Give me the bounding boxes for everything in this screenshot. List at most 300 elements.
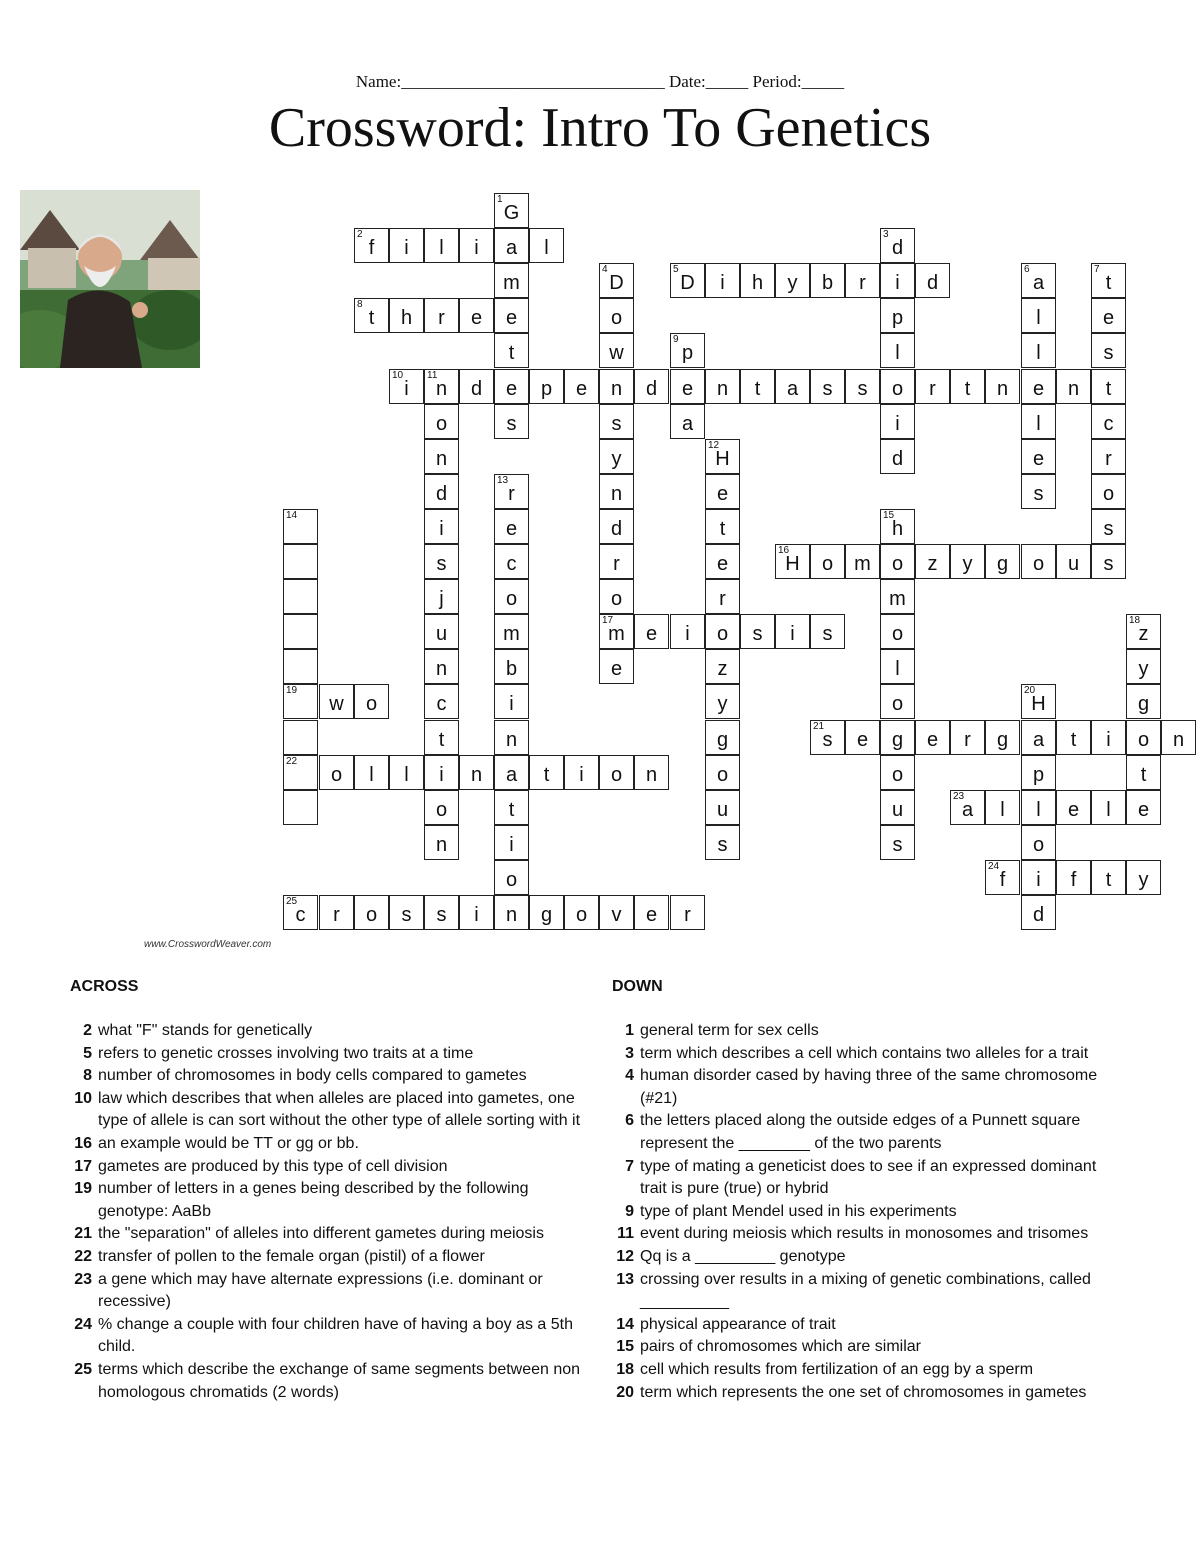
grid-cell[interactable] xyxy=(1021,544,1056,579)
grid-cell[interactable] xyxy=(670,333,705,368)
cell-letter: p xyxy=(681,342,694,364)
grid-cell[interactable] xyxy=(705,263,740,298)
clue-number: 20 xyxy=(1024,685,1036,696)
cell-letter: a xyxy=(961,799,974,821)
cell-letter: o xyxy=(1032,553,1045,575)
grid-cell[interactable] xyxy=(599,404,634,439)
grid-cell[interactable] xyxy=(705,474,740,509)
grid-cell[interactable] xyxy=(599,369,634,404)
grid-cell[interactable] xyxy=(424,649,459,684)
grid-cell[interactable] xyxy=(634,895,669,930)
grid-cell[interactable] xyxy=(1021,860,1056,895)
grid-cell[interactable] xyxy=(845,369,880,404)
grid-cell[interactable] xyxy=(705,790,740,825)
cell-letter: o xyxy=(505,588,518,610)
grid-cell[interactable] xyxy=(599,614,634,649)
grid-cell[interactable] xyxy=(459,755,494,790)
grid-cell[interactable] xyxy=(1091,474,1126,509)
grid-cell[interactable] xyxy=(705,614,740,649)
grid-cell[interactable] xyxy=(775,369,810,404)
grid-cell[interactable] xyxy=(1021,720,1056,755)
grid-cell[interactable] xyxy=(424,404,459,439)
grid-cell[interactable] xyxy=(985,860,1020,895)
cell-letter: r xyxy=(684,904,691,926)
cell-letter: e xyxy=(505,518,518,540)
grid-cell[interactable] xyxy=(424,474,459,509)
grid-cell[interactable] xyxy=(424,755,459,790)
grid-cell[interactable] xyxy=(705,720,740,755)
grid-cell[interactable] xyxy=(424,684,459,719)
grid-cell[interactable] xyxy=(529,895,564,930)
grid-cell[interactable] xyxy=(915,544,950,579)
cell-letter: t xyxy=(508,342,515,364)
cell-letter: e xyxy=(505,307,518,329)
grid-cell[interactable] xyxy=(494,333,529,368)
cell-letter: y xyxy=(1138,658,1149,680)
cell-letter: o xyxy=(891,764,904,786)
grid-cell[interactable] xyxy=(494,684,529,719)
grid-cell[interactable] xyxy=(1021,263,1056,298)
cell-letter: o xyxy=(435,799,448,821)
cell-letter: s xyxy=(401,904,412,926)
grid-cell[interactable] xyxy=(705,579,740,614)
grid-cell[interactable] xyxy=(880,544,915,579)
grid-cell[interactable] xyxy=(599,474,634,509)
cell-letter: t xyxy=(508,799,515,821)
grid-cell[interactable] xyxy=(670,895,705,930)
cell-letter: g xyxy=(996,729,1009,751)
cell-letter: l xyxy=(1000,799,1005,821)
grid-cell[interactable] xyxy=(354,755,389,790)
cell-letter: s xyxy=(611,413,622,435)
grid-cell[interactable] xyxy=(1091,439,1126,474)
grid-cell[interactable] xyxy=(494,193,529,228)
grid-cell[interactable] xyxy=(283,755,318,790)
clue-number: 2 xyxy=(83,1022,92,1039)
grid-cell[interactable] xyxy=(705,684,740,719)
clue-number: 16 xyxy=(74,1134,92,1152)
grid-cell[interactable] xyxy=(529,228,564,263)
grid-cell[interactable] xyxy=(1091,509,1126,544)
clue-text: general term for sex cells xyxy=(640,1022,819,1039)
grid-cell[interactable] xyxy=(1091,263,1126,298)
clue-number: 19 xyxy=(286,685,298,696)
grid-cell[interactable] xyxy=(424,369,459,404)
grid-cell[interactable] xyxy=(880,439,915,474)
grid-cell[interactable] xyxy=(775,263,810,298)
clue-number: 4 xyxy=(602,264,608,275)
grid-cell[interactable] xyxy=(494,474,529,509)
grid-cell[interactable] xyxy=(424,298,459,333)
cell-letter: e xyxy=(470,307,483,329)
grid-cell[interactable] xyxy=(880,825,915,860)
cell-letter: i xyxy=(439,518,444,540)
grid-cell[interactable] xyxy=(424,825,459,860)
clue-text: type of mating a geneticist does to see if an expressed dominant trait is pure (true) or hybrid xyxy=(640,1157,1097,1198)
cell-letter: D xyxy=(680,272,695,294)
cell-letter: l xyxy=(544,237,549,259)
clue-text: type of plant Mendel used in his experiments xyxy=(640,1202,957,1220)
grid-cell[interactable] xyxy=(950,790,985,825)
cell-letter: w xyxy=(329,693,344,715)
grid-cell[interactable] xyxy=(915,369,950,404)
grid-cell[interactable] xyxy=(705,509,740,544)
grid-cell[interactable] xyxy=(845,263,880,298)
grid-cell[interactable] xyxy=(705,544,740,579)
grid-cell[interactable] xyxy=(494,579,529,614)
grid-cell[interactable] xyxy=(283,509,318,544)
down-clue xyxy=(612,1269,1117,1314)
grid-cell[interactable] xyxy=(459,298,494,333)
grid-cell[interactable] xyxy=(810,263,845,298)
grid-cell[interactable] xyxy=(985,790,1020,825)
grid-cell[interactable] xyxy=(985,720,1020,755)
cell-letter: e xyxy=(645,623,658,645)
grid-cell[interactable] xyxy=(354,298,389,333)
clue-number: 10 xyxy=(392,370,404,381)
grid-cell[interactable] xyxy=(1056,369,1091,404)
cell-letter: e xyxy=(926,729,939,751)
cell-letter: g xyxy=(716,729,729,751)
grid-cell[interactable] xyxy=(950,544,985,579)
grid-cell[interactable] xyxy=(880,333,915,368)
grid-cell[interactable] xyxy=(915,720,950,755)
grid-cell[interactable] xyxy=(1091,369,1126,404)
grid-cell[interactable] xyxy=(1161,720,1196,755)
grid-cell[interactable] xyxy=(283,684,318,719)
grid-cell[interactable] xyxy=(1056,860,1091,895)
cell-letter: e xyxy=(1067,799,1080,821)
grid-cell[interactable] xyxy=(529,369,564,404)
grid-cell[interactable] xyxy=(494,509,529,544)
grid-cell[interactable] xyxy=(389,755,424,790)
cell-letter: e xyxy=(505,378,518,400)
grid-cell[interactable] xyxy=(283,895,318,930)
clue-number: 6 xyxy=(625,1112,634,1130)
grid-cell[interactable] xyxy=(319,895,354,930)
cell-letter: i xyxy=(474,237,479,259)
grid-cell[interactable] xyxy=(459,895,494,930)
cell-letter: r xyxy=(719,588,726,610)
clue-text: number of chromosomes in body cells compared to gametes xyxy=(98,1067,527,1085)
grid-cell[interactable] xyxy=(1056,720,1091,755)
grid-cell[interactable] xyxy=(494,298,529,333)
grid-cell[interactable] xyxy=(1091,404,1126,439)
grid-cell[interactable] xyxy=(880,509,915,544)
grid-cell[interactable] xyxy=(845,720,880,755)
down-clue xyxy=(612,1020,1117,1043)
grid-cell[interactable] xyxy=(775,544,810,579)
cell-letter: u xyxy=(435,623,448,645)
grid-cell[interactable] xyxy=(915,263,950,298)
grid-cell[interactable] xyxy=(1056,544,1091,579)
grid-cell[interactable] xyxy=(880,404,915,439)
grid-cell[interactable] xyxy=(424,509,459,544)
grid-cell[interactable] xyxy=(810,720,845,755)
grid-cell[interactable] xyxy=(459,228,494,263)
grid-cell[interactable] xyxy=(599,298,634,333)
grid-cell[interactable] xyxy=(494,860,529,895)
clue-text: pairs of chromosomes which are similar xyxy=(640,1338,921,1356)
grid-cell[interactable] xyxy=(599,263,634,298)
grid-cell[interactable] xyxy=(389,298,424,333)
cell-letter: c xyxy=(506,553,517,575)
grid-cell[interactable] xyxy=(494,614,529,649)
cell-letter: j xyxy=(439,588,444,610)
grid-cell[interactable] xyxy=(1021,439,1056,474)
clue-text: physical appearance of trait xyxy=(640,1315,836,1333)
grid-cell[interactable] xyxy=(810,614,845,649)
grid-cell[interactable] xyxy=(494,790,529,825)
cell-letter: s xyxy=(857,378,868,400)
clue-number: 14 xyxy=(286,510,298,521)
grid-cell[interactable] xyxy=(1091,298,1126,333)
clue-number: 24 xyxy=(74,1315,92,1333)
grid-cell[interactable] xyxy=(880,369,915,404)
grid-cell[interactable] xyxy=(529,755,564,790)
grid-cell[interactable] xyxy=(283,614,318,649)
down-clue xyxy=(612,1156,1117,1201)
grid-cell[interactable] xyxy=(740,263,775,298)
grid-cell[interactable] xyxy=(389,895,424,930)
cell-letter: c xyxy=(436,693,447,715)
clue-number: 19 xyxy=(74,1180,92,1198)
grid-cell[interactable] xyxy=(634,755,669,790)
grid-cell[interactable] xyxy=(1021,298,1056,333)
cell-letter: m xyxy=(608,623,625,645)
cell-letter: t xyxy=(368,307,375,329)
grid-cell[interactable] xyxy=(1126,614,1161,649)
across-clue xyxy=(70,1156,590,1179)
cell-letter: i xyxy=(895,272,900,294)
clue-number: 25 xyxy=(74,1360,92,1378)
grid-cell[interactable] xyxy=(564,755,599,790)
cell-letter: r xyxy=(929,378,936,400)
grid-cell[interactable] xyxy=(599,509,634,544)
grid-cell[interactable] xyxy=(880,649,915,684)
grid-cell[interactable] xyxy=(985,544,1020,579)
grid-cell[interactable] xyxy=(424,439,459,474)
grid-cell[interactable] xyxy=(985,369,1020,404)
grid-cell[interactable] xyxy=(354,895,389,930)
grid-cell[interactable] xyxy=(1091,860,1126,895)
cell-letter: s xyxy=(1103,553,1114,575)
clue-text: term which represents the one set of chromosomes in gametes xyxy=(640,1383,1087,1401)
cell-letter: c xyxy=(1103,413,1114,435)
grid-cell[interactable] xyxy=(880,228,915,263)
cell-letter: g xyxy=(1137,693,1150,715)
grid-cell[interactable] xyxy=(494,228,529,263)
grid-cell[interactable] xyxy=(634,369,669,404)
grid-cell[interactable] xyxy=(1021,333,1056,368)
grid-cell[interactable] xyxy=(599,755,634,790)
cell-letter: o xyxy=(1137,729,1150,751)
grid-cell[interactable] xyxy=(494,649,529,684)
grid-cell[interactable] xyxy=(880,790,915,825)
grid-cell[interactable] xyxy=(880,579,915,614)
grid-cell[interactable] xyxy=(599,544,634,579)
cell-letter: o xyxy=(365,693,378,715)
grid-cell[interactable] xyxy=(705,439,740,474)
grid-cell[interactable] xyxy=(740,614,775,649)
grid-cell[interactable] xyxy=(424,544,459,579)
cell-letter: a xyxy=(1032,729,1045,751)
cell-letter: y xyxy=(787,272,798,294)
grid-cell[interactable] xyxy=(705,755,740,790)
grid-cell[interactable] xyxy=(775,614,810,649)
grid-cell[interactable] xyxy=(283,790,318,825)
grid-cell[interactable] xyxy=(1126,755,1161,790)
grid-cell[interactable] xyxy=(459,369,494,404)
cell-letter: a xyxy=(505,237,518,259)
grid-cell[interactable] xyxy=(740,369,775,404)
grid-cell[interactable] xyxy=(670,404,705,439)
cell-letter: u xyxy=(716,799,729,821)
clue-number: 25 xyxy=(286,896,298,907)
grid-cell[interactable] xyxy=(599,579,634,614)
grid-cell[interactable] xyxy=(1021,369,1056,404)
grid-cell[interactable] xyxy=(1056,790,1091,825)
cell-letter: n xyxy=(470,764,483,786)
grid-cell[interactable] xyxy=(494,544,529,579)
clue-number: 22 xyxy=(74,1247,92,1265)
grid-cell[interactable] xyxy=(1126,860,1161,895)
cell-letter: d xyxy=(610,518,623,540)
cell-letter: u xyxy=(1067,553,1080,575)
grid-cell[interactable] xyxy=(354,228,389,263)
grid-cell[interactable] xyxy=(670,369,705,404)
grid-cell[interactable] xyxy=(564,369,599,404)
grid-cell[interactable] xyxy=(880,755,915,790)
grid-cell[interactable] xyxy=(845,544,880,579)
grid-cell[interactable] xyxy=(389,369,424,404)
cell-letter: b xyxy=(821,272,834,294)
credit-text: www.CrosswordWeaver.com xyxy=(144,939,272,950)
cell-letter: i xyxy=(509,834,514,856)
grid-cell[interactable] xyxy=(1021,895,1056,930)
grid-cell[interactable] xyxy=(810,369,845,404)
clue-number: 7 xyxy=(1094,264,1100,275)
grid-cell[interactable] xyxy=(950,369,985,404)
grid-cell[interactable] xyxy=(424,790,459,825)
grid-cell[interactable] xyxy=(880,298,915,333)
cell-letter: g xyxy=(996,553,1009,575)
cell-letter: o xyxy=(891,623,904,645)
clue-text: % change a couple with four children have of having a boy as a 5th child. xyxy=(98,1315,573,1356)
grid-cell[interactable] xyxy=(599,439,634,474)
grid-cell[interactable] xyxy=(494,369,529,404)
grid-cell[interactable] xyxy=(494,263,529,298)
grid-cell[interactable] xyxy=(494,755,529,790)
clue-number: 8 xyxy=(357,299,363,310)
grid-cell[interactable] xyxy=(880,720,915,755)
across-clue xyxy=(70,1359,590,1404)
grid-cell[interactable] xyxy=(424,579,459,614)
cell-letter: p xyxy=(540,378,553,400)
grid-cell[interactable] xyxy=(1021,474,1056,509)
grid-cell[interactable] xyxy=(494,825,529,860)
cell-letter: e xyxy=(1137,799,1150,821)
cell-letter: i xyxy=(895,413,900,435)
clue-number: 13 xyxy=(497,475,509,486)
grid-cell[interactable] xyxy=(1021,404,1056,439)
cell-letter: d xyxy=(435,483,448,505)
grid-cell[interactable] xyxy=(1091,720,1126,755)
grid-cell[interactable] xyxy=(424,720,459,755)
grid-cell[interactable] xyxy=(1091,544,1126,579)
grid-cell[interactable] xyxy=(705,369,740,404)
grid-cell[interactable] xyxy=(283,544,318,579)
cell-letter: o xyxy=(716,623,729,645)
grid-cell[interactable] xyxy=(599,333,634,368)
grid-cell[interactable] xyxy=(1021,684,1056,719)
cell-letter: s xyxy=(892,834,903,856)
grid-cell[interactable] xyxy=(1091,790,1126,825)
grid-cell[interactable] xyxy=(319,684,354,719)
grid-cell[interactable] xyxy=(1021,755,1056,790)
cell-letter: i xyxy=(509,693,514,715)
grid-cell[interactable] xyxy=(354,684,389,719)
cell-letter: o xyxy=(610,764,623,786)
grid-cell[interactable] xyxy=(705,649,740,684)
grid-cell[interactable] xyxy=(705,825,740,860)
grid-cell[interactable] xyxy=(880,263,915,298)
grid-cell[interactable] xyxy=(1021,790,1056,825)
cell-letter: h xyxy=(400,307,413,329)
grid-cell[interactable] xyxy=(564,895,599,930)
grid-cell[interactable] xyxy=(1021,825,1056,860)
grid-cell[interactable] xyxy=(1126,684,1161,719)
grid-cell[interactable] xyxy=(1126,790,1161,825)
grid-cell[interactable] xyxy=(670,263,705,298)
cell-letter: y xyxy=(1138,869,1149,891)
grid-cell[interactable] xyxy=(810,544,845,579)
cell-letter: i xyxy=(1036,869,1041,891)
clue-text: transfer of pollen to the female organ (pistil) of a flower xyxy=(98,1247,485,1265)
across-clue xyxy=(70,1065,590,1088)
clue-text: Qq is a _________ genotype xyxy=(640,1247,846,1265)
grid-cell[interactable] xyxy=(599,649,634,684)
cell-letter: w xyxy=(609,342,624,364)
grid-cell[interactable] xyxy=(880,614,915,649)
grid-cell[interactable] xyxy=(670,614,705,649)
grid-cell[interactable] xyxy=(424,614,459,649)
grid-cell[interactable] xyxy=(494,895,529,930)
grid-cell[interactable] xyxy=(319,755,354,790)
grid-cell[interactable] xyxy=(599,895,634,930)
grid-cell[interactable] xyxy=(950,720,985,755)
cell-letter: c xyxy=(295,904,306,926)
grid-cell[interactable] xyxy=(494,404,529,439)
grid-cell[interactable] xyxy=(1091,333,1126,368)
grid-cell[interactable] xyxy=(1126,649,1161,684)
grid-cell[interactable] xyxy=(424,895,459,930)
cell-letter: l xyxy=(1036,799,1041,821)
grid-cell[interactable] xyxy=(283,579,318,614)
grid-cell[interactable] xyxy=(494,720,529,755)
clue-number: 1 xyxy=(625,1022,634,1039)
grid-cell[interactable] xyxy=(283,720,318,755)
grid-cell[interactable] xyxy=(424,228,459,263)
grid-cell[interactable] xyxy=(880,684,915,719)
cell-letter: g xyxy=(891,729,904,751)
grid-cell[interactable] xyxy=(634,614,669,649)
grid-cell[interactable] xyxy=(283,649,318,684)
cell-letter: e xyxy=(1032,378,1045,400)
grid-cell[interactable] xyxy=(389,228,424,263)
down-clue xyxy=(612,1314,1117,1337)
grid-cell[interactable] xyxy=(1126,720,1161,755)
